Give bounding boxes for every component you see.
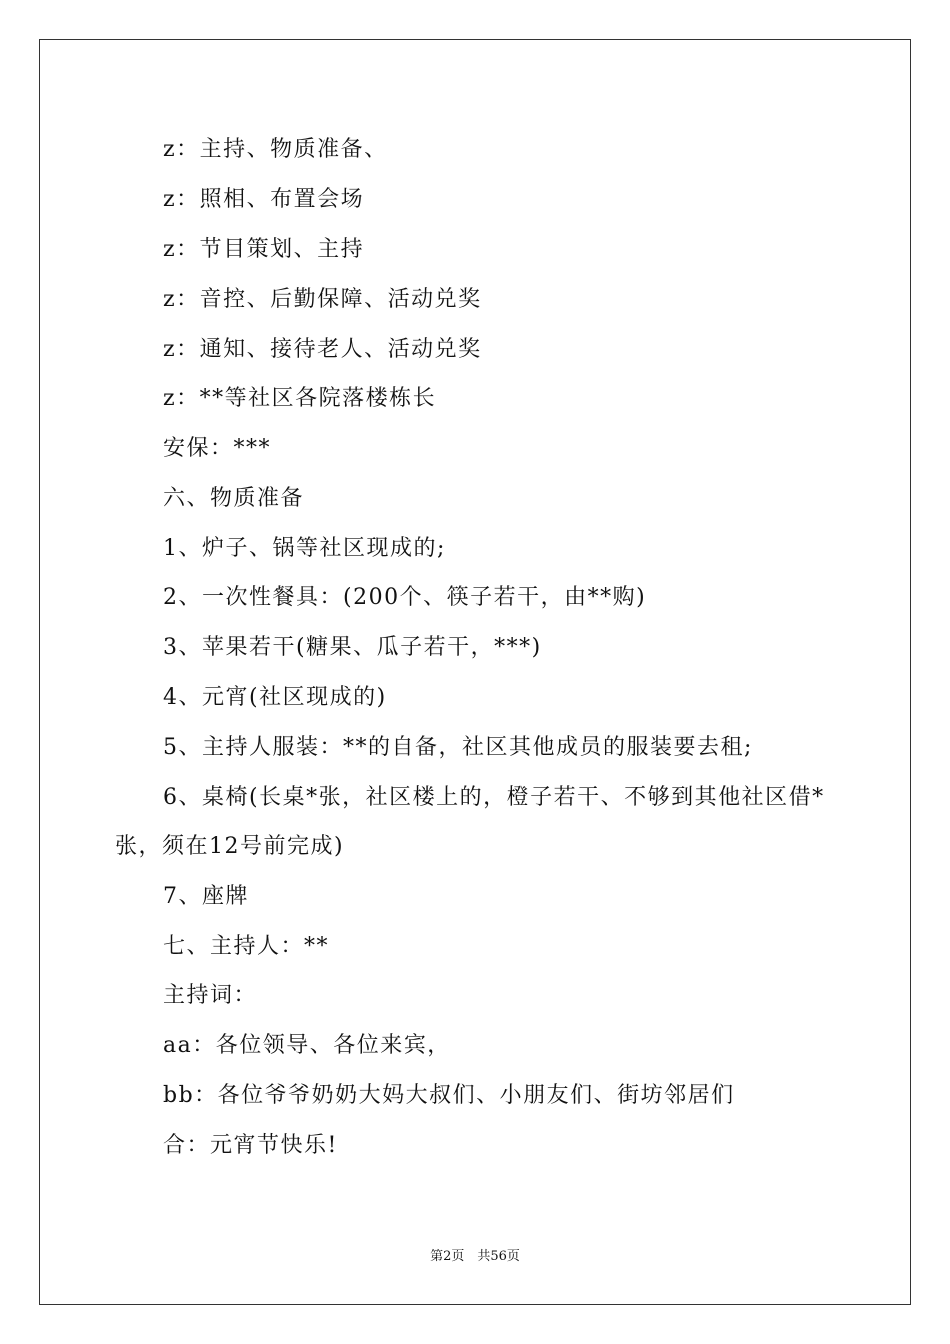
page-border: [39, 39, 911, 1305]
text-line: z：主持、物质准备、: [163, 137, 388, 162]
text-line: 安保：***: [163, 436, 272, 461]
text-line: z：节目策划、主持: [163, 237, 365, 262]
section-heading: 七、主持人：**: [163, 934, 330, 959]
list-item: 5、主持人服装：**的自备，社区其他成员的服装要去租;: [163, 735, 753, 760]
text-line: z：照相、布置会场: [163, 187, 365, 212]
list-item: 1、炉子、锅等社区现成的;: [163, 536, 446, 561]
list-item: 2、一次性餐具：(200个、筷子若干，由**购): [163, 585, 647, 610]
text-line: bb：各位爷爷奶奶大妈大叔们、小朋友们、街坊邻居们: [163, 1083, 735, 1108]
page-number: 第2页 共56页: [430, 1249, 520, 1264]
text-line: 合：元宵节快乐!: [163, 1133, 338, 1158]
list-item: 6、桌椅(长桌*张，社区楼上的，橙子若干、不够到其他社区借*: [163, 785, 825, 810]
text-line: z：**等社区各院落楼栋长: [163, 386, 437, 411]
list-item: 4、元宵(社区现成的): [163, 685, 387, 710]
text-line: z：音控、后勤保障、活动兑奖: [163, 287, 482, 312]
text-line: z：通知、接待老人、活动兑奖: [163, 337, 482, 362]
text-line: 主持词：: [163, 983, 258, 1008]
list-item: 3、苹果若干(糖果、瓜子若干，***): [163, 635, 542, 660]
section-heading: 六、物质准备: [163, 486, 305, 511]
list-item-continuation: 张，须在12号前完成): [115, 834, 345, 859]
list-item: 7、座牌: [163, 884, 249, 909]
text-line: aa：各位领导、各位来宾，: [163, 1033, 451, 1058]
